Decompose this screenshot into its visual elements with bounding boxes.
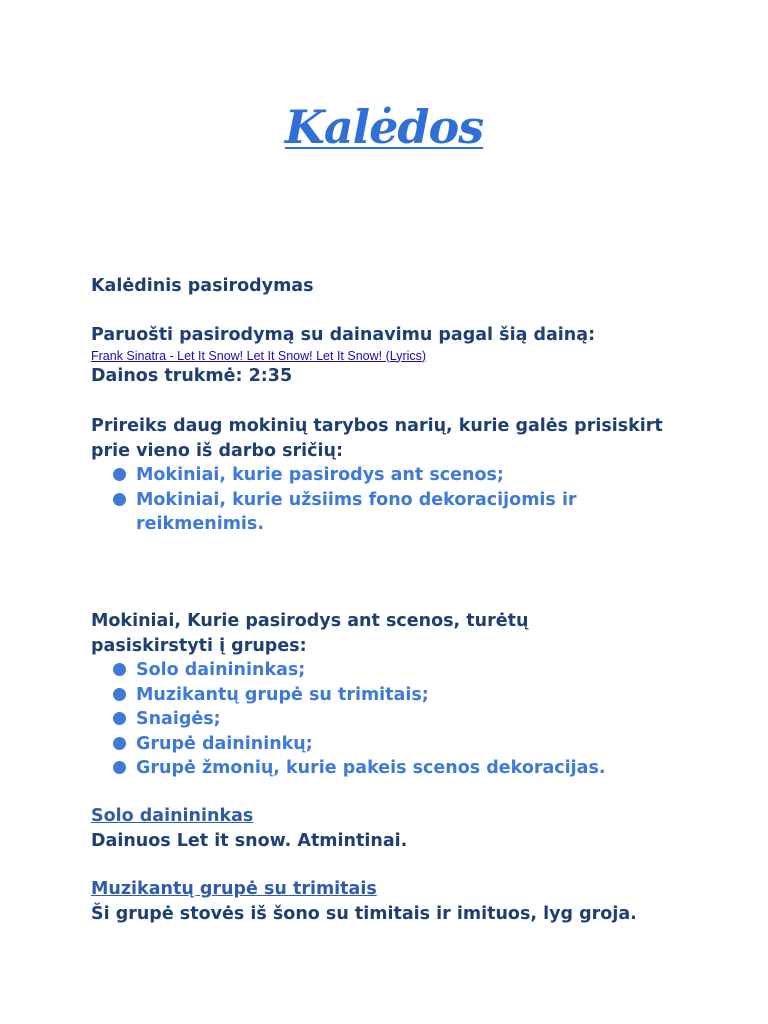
roles-intro-line2: prie vieno iš darbo sričių: xyxy=(91,440,343,461)
groups-intro-line2: pasiskirstyti į grupes: xyxy=(91,635,307,656)
bullet-icon xyxy=(113,493,126,506)
list-item-continuation: reikmenimis. xyxy=(136,514,264,534)
bullet-icon xyxy=(113,663,126,676)
section-musicians xyxy=(91,877,691,926)
bullet-icon xyxy=(113,761,126,774)
section-song xyxy=(91,323,691,388)
roles-intro-line1: Prireiks daug mokinių tarybos narių, kurie galės prisiskirt xyxy=(91,416,663,436)
musicians-heading: Muzikantų grupė su trimitais xyxy=(91,879,377,899)
musicians-text: Ši grupė stovės iš šono su timitais ir imituos, lyg groja. xyxy=(91,903,637,924)
prepare-text: Paruošti pasirodymą su dainavimu pagal šią dainą: xyxy=(91,325,596,345)
section-roles xyxy=(91,414,711,537)
list-item: Snaigės; xyxy=(91,707,691,732)
bullet-icon xyxy=(113,468,126,481)
groups-list xyxy=(91,658,691,781)
groups-intro-line1: Mokiniai, Kurie pasirodys ant scenos, turėtų xyxy=(91,611,529,631)
list-item: Grupė žmonių, kurie pakeis scenos dekoracijas. xyxy=(91,756,691,781)
list-item: Solo dainininkas; xyxy=(91,658,691,683)
song-duration: Dainos trukmė: 2:35 xyxy=(91,365,293,386)
list-item: Mokiniai, kurie užsiims fono dekoracijomis ir xyxy=(91,488,711,513)
solo-heading: Solo dainininkas xyxy=(91,806,254,826)
section-heading: Kalėdinis pasirodymas xyxy=(91,276,314,296)
section-groups xyxy=(91,609,691,781)
bullet-icon xyxy=(113,712,126,725)
roles-list xyxy=(91,463,711,537)
solo-text: Dainuos Let it snow. Atmintinai. xyxy=(91,830,408,851)
bullet-icon xyxy=(113,737,126,750)
page-title: Kalėdos xyxy=(284,100,484,154)
list-item: Mokiniai, kurie pasirodys ant scenos; xyxy=(91,463,711,488)
list-item: Grupė dainininkų; xyxy=(91,732,691,757)
song-link[interactable]: Frank Sinatra - Let It Snow! Let It Snow! Let It Snow! (Lyrics) xyxy=(91,348,427,363)
section-solo-singer xyxy=(91,804,691,853)
list-item: Muzikantų grupė su trimitais; xyxy=(91,683,691,708)
section-performance xyxy=(91,274,691,299)
bullet-icon xyxy=(113,688,126,701)
